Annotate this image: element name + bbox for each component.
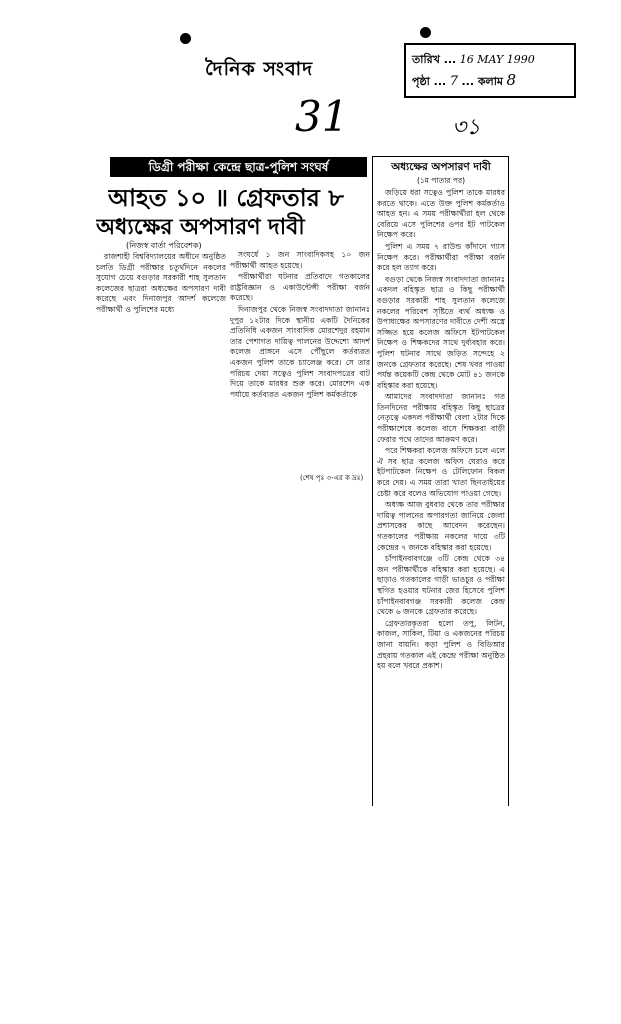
col3-paragraph: পরে শিক্ষকরা কলেজ অফিসে চলে এলে ঐ সব ছাত্র কলেজ অফিস ঘেরাও করে ইটপাটকেল নিক্ষেপ ও টেলিফোন বিকল করে দেয়। এ সময় তারা খাতা ছিনতাইয়ের চেষ্টা করে বলেও অভিযোগ পাওয়া গেছে।	[377, 446, 505, 498]
stamp-page-label: পৃষ্ঠা ...	[412, 75, 447, 88]
stamp-date-value: 16 MAY 1990	[459, 53, 535, 66]
col3-paragraph: চাঁপাইনবাবগঞ্জে ৩টি কেন্দ্র থেকে ৩৪ জন পরীক্ষার্থীকে বহিস্কার করা হয়েছে। এ ছাড়াও গতকালের গাড়ী ভাঙচুর ও পরীক্ষা স্থগিত হওয়ার ঘটনার জের হিসেবে পুলিশ চাঁপাইনবাবগঞ্জ সরকারী কলেজ কেন্দ্র থেকে ৬ জনকে গ্রেফতার করেছে।	[377, 554, 505, 617]
headline-line-1: আহত ১০ ॥ গ্রেফতার ৮	[108, 184, 344, 212]
byline-credit: (নিজস্ব বার্তা পরিবেশক)	[126, 241, 202, 250]
date-stamp	[404, 43, 576, 98]
stamp-page-value: 7	[449, 74, 458, 89]
col3-paragraph: পুলিশ এ সময় ৭ রাউন্ড কাঁদানে গ্যাস নিক্ষেপ করে। পরীক্ষার্থীরা পরীক্ষা বর্জন করে হল ত্যাগ করে।	[377, 241, 505, 273]
article-kicker: ডিগ্রী পরীক্ষা কেন্দ্রে ছাত্র-পুলিশ সংঘর্ষ	[110, 157, 367, 177]
stamp-page-row	[412, 71, 568, 91]
article-column-2	[230, 250, 370, 472]
column-rule	[372, 156, 373, 806]
headline-line-2: অধ্যক্ষের অপসারণ দাবী	[96, 215, 305, 240]
continuation-note: (শেষ পৃঃ ৩-এর ক দ্রঃ)	[300, 474, 364, 482]
col2-paragraph: পরীক্ষার্থীরা ঘটনার প্রতিবাদে গতকালের রাষ্ট্রবিজ্ঞান ও একাউন্টেন্সী পরীক্ষা বর্জন করেছে।	[230, 272, 370, 303]
column-rule	[372, 156, 509, 157]
handwritten-number: 31	[295, 92, 349, 141]
stamp-column-label: ... কলাম	[461, 75, 504, 88]
col3-paragraph: গ্রেফতারকৃতরা হলো তপু, লিটন, কাজল, সাকিল, টিয়া ও একজনের পরিচয় জানা যায়নি। কড়া পুলিশ ও বিডিআর প্রহরায় গতকাল এই কেন্দ্রে পরীক্ষা অনুষ্ঠিত হয় বলে খবরে প্রকাশ।	[377, 618, 505, 671]
punch-hole-right	[420, 27, 431, 38]
col3-paragraph: জড়িয়ে ধরা সত্বেও পুলিশ তাকে মারধর করতে থাকে। এতে উক্ত পুলিশ কর্মকর্তাও আহত হন। এ সময় পরীক্ষার্থীরা হল থেকে বেরিয়ে এসে পুলিশের ওপর ইট পাটকেল নিক্ষেপ করে।	[377, 188, 505, 240]
col1-paragraph: রাজশাহী বিশ্ববিদ্যালয়ের অধীনে অনুষ্ঠিত চলতি ডিগ্রী পরীক্ষার চতুর্থদিনে নকলের সুযোগ চেয়ে বগুড়ার সরকারী শাহ সুলতান কলেজের ছাত্ররা অধ্যক্ষের অপসারণ দাবী করেছে এবং দিনাজপুর আদর্শ কলেজে পরীক্ষার্থী ও পুলিশের মধ্যে	[96, 252, 226, 314]
col3-paragraph: আমাদের সংবাদদাতা জানানঃ গত তিনদিনের পরীক্ষায় বহিস্কৃত কিছু ছাত্রের নেতৃত্বে একদল পরীক্ষার্থী বেলা ২টার দিকে পরীক্ষাশেষে কলেজ বাসে শিক্ষকরা বাড়ী ফেরার পথে তাদের আক্রমণ করে।	[377, 392, 505, 444]
handwritten-note: ৩১	[452, 115, 481, 140]
article-column-1	[96, 252, 226, 344]
punch-hole-left	[180, 33, 191, 44]
stamp-date-row	[412, 51, 568, 71]
article-column-3	[377, 188, 505, 812]
col3-paragraph: অধ্যক্ষ আজ বুধবার থেকে তার পরীক্ষার দায়িত্ব পালনের অপারগতা জানিয়ে জেলা প্রশাসকের কাছে আবেদন করেছেন। গতকালের পরীক্ষায় নকলের দায়ে ৩টি কেন্দ্রের ৭ জনকে বহিস্কার করা হয়েছে।	[377, 500, 505, 552]
stamp-column-value: 8	[506, 71, 517, 89]
col2-paragraph: দিনাজপুর থেকে নিজস্ব সংবাদদাতা জানানঃ দুপুর ১২টার দিকে স্থানীয় একটি দৈনিকের প্রতিনিধি একজন সাংবাদিক মোরশেদুর রহমান তার পেশাগত দায়িত্ব পালনের উদ্দেশ্যে আদর্শ কলেজ প্রাঙ্গনে এসে পৌঁছুলে কর্তব্যরত একজন পুলিশ তাকে চ্যালেঞ্জ করে। সে তার পরিচয় দেয়া সত্বেও পুলিশ সংবাদপত্রের বাট দিয়ে তাকে মারধর শুরু করে। মোরশেদ এক পর্যায়ে কর্তব্যরত একজন পুলিশ কর্মকর্তাকে	[230, 304, 370, 399]
newspaper-name: দৈনিক সংবাদ	[205, 58, 314, 80]
col2-paragraph: সংঘর্ষে ১ জন সাংবাদিকসহ ১০ জন পরীক্ষার্থী আহত হয়েছে।	[230, 250, 370, 270]
col3-paragraph: বগুড়া থেকে নিজস্ব সংবাদদাতা জানানঃ একদল বহিস্কৃত ছাত্র ও কিছু পরীক্ষার্থী বগুড়ার সরকারী শাহ সুলতান কলেজে নকলের পরিবেশ সৃষ্টিতে ব্যর্থ অধ্যক্ষ ও উপাধ্যক্ষের অপসারণের দাবীতে দেশী অস্ত্রে সজ্জিত হয়ে কলেজ অফিসে ইটপাটকেল নিক্ষেপ ও শিক্ষকদের সাথে দুর্ব্যবহার করে। পুলিশ ঘটনার সাথে জড়িত সন্দেহে ২ জনকে গ্রেফতার করেছে। শেষ খবর পাওয়া পর্যন্ত কয়েকটি কেন্দ্র থেকে মোট ৪১ জনকে বহিস্কার করা হয়েছে।	[377, 274, 505, 390]
column-rule	[508, 156, 509, 806]
continuation-headline: অধ্যক্ষের অপসারণ দাবী	[391, 161, 491, 173]
continued-from-label: (১ম পাতার পর)	[416, 176, 466, 185]
stamp-date-label: তারিখ ...	[412, 53, 457, 66]
